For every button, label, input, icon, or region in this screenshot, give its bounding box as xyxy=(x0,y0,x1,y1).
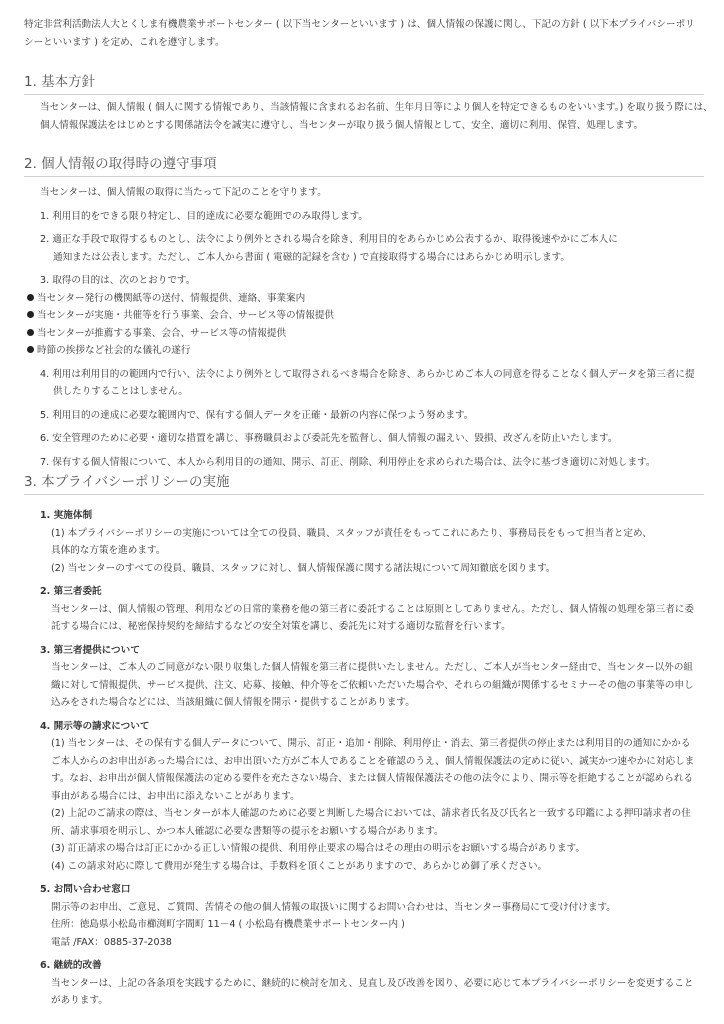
subsection-body xyxy=(40,975,704,1010)
list-item-continued: 供したりすることはしません。 xyxy=(53,386,188,397)
body-line: ご本人からのお申出があった場合には、お申出頂いた方がご本人であることを確認のうえ、個人情報保護法の定めに従い、誠実かつ速やかに対応しま xyxy=(51,755,695,767)
intro-paragraph xyxy=(24,16,704,51)
body-line: 当センターは、ご本人のご同意がない限り収集した個人情報を第三者に提供いたしません。ただし、ご本人が当センター経由で、当センター以外の組 xyxy=(51,662,694,673)
section-heading-implementation: 3. 本プライバシーポリシーの実施 xyxy=(24,473,704,495)
list-item: 3. 取得の目的は、次のとおりです。 xyxy=(40,275,196,286)
bullet-icon xyxy=(27,329,34,336)
body-line: があります。 xyxy=(51,995,108,1006)
list-item: 4. 利用は利用目的の範囲内で行い、法令により例外として取得されるべき場合を除き、あらかじめご本人の同意を得ることなく個人データを第三者に提 xyxy=(40,368,695,380)
body-line: (1) 当センターは、その保有する個人データについて、開示、訂正・追加・削除、利用停止・消去、第三者提供の停止または利用目的の通知にかかる xyxy=(51,738,691,749)
subsection-heading: 4. 開示等の請求について xyxy=(40,720,150,732)
lead-text: 当センターは、個人情報の取得に当たって下記のことを守ります。 xyxy=(40,187,327,198)
bullet-item xyxy=(27,342,704,360)
body-line: (2) 上記のご請求の際は、当センターが本人確認のために必要と判断した場合においては、請求者氏名及び氏名と一致する印鑑による押印請求者の住 xyxy=(51,808,691,819)
body-line: す。なお、お申出が個人情報保護法の定める要件を充たさない場合、または個人情報保護法その他の法令により、開示等を拒絶することが認められる xyxy=(51,773,694,784)
subsection-heading: 5. お問い合わせ窓口 xyxy=(40,884,131,895)
subsection-heading: 3. 第三者提供について xyxy=(40,644,140,656)
subsection-body xyxy=(40,525,704,578)
bullet-text: 当センターが推薦する事業、会合、サービス等の情報提供 xyxy=(37,327,287,339)
section-basic-policy-body xyxy=(40,99,713,134)
body-line: 具体的な方策を進めます。 xyxy=(51,545,166,556)
body-line: 託する場合には、秘密保持契約を締結するなどの安全対策を講じ、委託先に対する適切な監督を行います。 xyxy=(51,621,511,632)
body-line: 開示等のお申出、ご意見、ご質問、苦情その他の個人情報の取扱いに関するお問い合わせは、当センター事務局にて受け付けます。 xyxy=(51,901,616,913)
subsection-heading: 1. 実施体制 xyxy=(40,510,93,521)
bullet-text: 当センターが実施・共催等を行う事業、会合、サービス等の情報提供 xyxy=(37,310,335,321)
section-implementation-body xyxy=(40,507,704,1010)
subsection-body xyxy=(40,735,704,875)
bullet-icon xyxy=(27,311,34,318)
body-line: 当センターは、個人情報 ( 個人に関する情報であり、当該情報に含まれるお名前、生年月日等により個人を特定できるものをいいます。) を取り扱う際には、 xyxy=(40,102,713,113)
list-item-continued: 通知または公表します。ただし、ご本人から書面 ( 電磁的記録を含む ) で直接取得する場合にはあらかじめ明示します。 xyxy=(53,251,571,263)
list-item: 5. 利用目的の達成に必要な範囲内で、保有する個人データを正確・最新の内容に保つよう努めます。 xyxy=(40,409,474,421)
subsection-heading: 2. 第三者委託 xyxy=(40,586,102,597)
intro-line: シーといいます ) を定め、これを遵守します。 xyxy=(24,36,225,48)
body-line: 込みをされた場合などには、当該組織に個人情報を開示・提供することがあります。 xyxy=(51,697,415,708)
section-acquisition-rules-body xyxy=(37,184,704,471)
bullet-item xyxy=(27,307,704,325)
section-heading-basic-policy: 1. 基本方針 xyxy=(24,73,704,95)
body-line: (1) 本プライバシーポリシーの実施については全ての役員、職員、スタッフが責任をもってこれにあたり、事務局長をもって担当者と定め、 xyxy=(51,527,652,539)
body-line: 所、請求事項を明示し、かつ本人確認に必要な書類等の提示をお願いする場合があります。 xyxy=(51,825,444,837)
body-line: (4) この請求対応に際して費用が発生する場合は、手数料を頂くことがありますので、あらかじめ御了承ください。 xyxy=(51,860,548,872)
body-line: 当センターは、個人情報の管理、利用などの日常的業務を他の第三者に委託することは原則としてありません。ただし、個人情報の処理を第三者に委 xyxy=(51,603,694,615)
bullet-icon xyxy=(27,346,34,353)
list-item: 7. 保有する個人情報について、本人から利用目的の通知、開示、訂正、削除、利用停止を求められた場合は、法令に基づき適切に対処します。 xyxy=(40,456,656,468)
subsection-body xyxy=(40,601,704,636)
bullet-text: 当センター発行の機関紙等の送付、情報提供、連絡、事業案内 xyxy=(37,292,306,304)
body-line: (3) 訂正請求の場合は訂正にかかる正しい情報の提供、利用停止要求の場合はその理由の明示をお願いする場合があります。 xyxy=(51,843,585,854)
intro-line: 特定非営利活動法人大とくしま有機農業サポートセンター ( 以下当センターといいます ) は、個人情報の保護に関し、下記の方針 ( 以下本プライバシーポリ xyxy=(24,19,695,30)
list-item: 1. 利用目的をできる限り特定し、目的達成に必要な範囲でのみ取得します。 xyxy=(40,210,369,222)
body-line: 当センターは、上記の各条項を実践するために、継続的に検討を加え、見直し及び改善を図り、必要に応じて本プライバシーポリシーを変更すること xyxy=(51,977,694,989)
subsection-body xyxy=(40,899,704,952)
section-heading-acquisition-rules: 2. 個人情報の取得時の遵守事項 xyxy=(24,155,704,177)
body-line: 個人情報保護法をはじめとする関係諸法令を誠実に遵守し、当センターが取り扱う個人情報として、安全、適切に利用、保管、処理します。 xyxy=(40,119,644,131)
list-item: 2. 適正な手段で取得するものとし、法令により例外とされる場合を除き、利用目的をあらかじめ公表するか、取得後速やかにご本人に xyxy=(40,234,618,245)
subsection-body xyxy=(40,659,704,712)
bullet-item xyxy=(27,290,704,308)
subsection-heading: 6. 継続的改善 xyxy=(40,960,102,971)
body-line: (2) 当センターのすべての役員、職員、スタッフに対し、個人情報保護に関する諸法規について周知徹底を図ります。 xyxy=(51,562,556,574)
body-line: 織に対して情報提供、サービス提供、注文、応募、接触、仲介等をご依頼いただいた場合や、それらの組織が関係するセミナーその他の事業等の申し xyxy=(51,679,694,691)
bullet-item xyxy=(27,325,704,343)
body-line: 事由がある場合には、お申出に添えないことがあります。 xyxy=(51,790,300,802)
address-line: 住所：徳島県小松島市櫛渕町字間町 11－4 ( 小松島有機農業サポートセンター内 ) xyxy=(51,919,405,930)
list-item: 6. 安全管理のために必要・適切な措置を講じ、事務職員および委託先を監督し、個人情報の漏えい、毀損、改ざんを防止いたします。 xyxy=(40,433,618,444)
phone-fax-line: 電話 /FAX：0885-37-2038 xyxy=(51,936,172,948)
bullet-icon xyxy=(27,294,34,301)
bullet-text: 時節の挨拶など社会的な儀礼の遂行 xyxy=(37,345,191,356)
